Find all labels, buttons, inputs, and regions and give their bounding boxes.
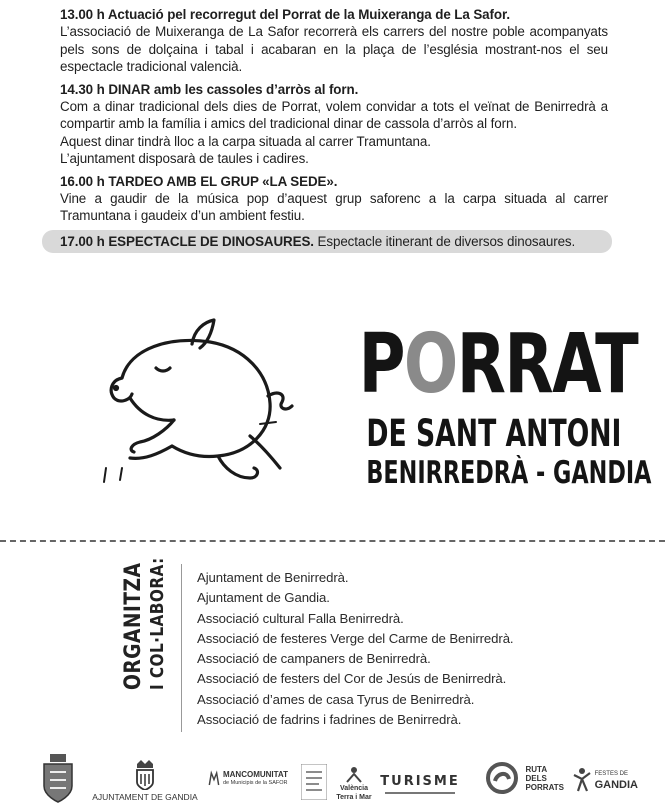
shield-icon (40, 754, 76, 804)
event-text: Vine a gaudir de la música pop d’aquest grup saforenc a la carpa situada al carrer Tramuntana i gaudeix d’un ambient festiu. (60, 191, 608, 224)
sponsor-logos (0, 746, 665, 806)
ruta-porrats-logo (470, 754, 564, 802)
event-dinosaures-highlight (42, 230, 612, 253)
event-description (60, 23, 608, 75)
m-mark-icon (208, 768, 220, 790)
brand-letters: RRAT (456, 317, 638, 412)
list-item: Ajuntament de Gandia. (197, 590, 330, 606)
event-text: L’associació de Muixeranga de La Safor recorrerà els carrers del nostre poble acompanyats pels sons de dolçaina i tabal i acabaran en la plaça de l’església mostrant-nos el seu espectacle tradicional valencià. (60, 24, 608, 75)
running-pig-illustration (100, 318, 305, 498)
terra-mar-text: Terra i Mar (336, 794, 372, 801)
mancomunitat-title: MANCOMUNITAT (222, 770, 288, 779)
event-muixeranga (60, 6, 608, 76)
section-divider (0, 540, 665, 542)
brand-accent-letter: O (403, 317, 457, 412)
event-title: 13.00 h Actuació pel recorregut del Porrat de la Muixeranga de La Safor. (60, 7, 510, 22)
event-title: 14.30 h DINAR amb les cassoles d’arròs al forn. (60, 81, 359, 97)
event-text: Com a dinar tradicional dels dies de Porrat, volem convidar a tots el veïnat de Benirredrà a compartir amb la família i amics del tradicional dinar de cassola d’arròs al forn. (60, 99, 608, 132)
event-description (60, 190, 608, 225)
figure-icon (344, 766, 364, 784)
turisme-underline (385, 792, 455, 794)
dancer-icon (572, 767, 592, 793)
gandia-logo-text: AJUNTAMENT DE GANDIA (92, 792, 198, 802)
organizers-label-line1: ORGANITZA (121, 562, 146, 690)
crown-shield-icon (134, 760, 156, 790)
event-title: 17.00 h ESPECTACLE DE DINOSAURES. (60, 233, 314, 249)
event-text: L’ajuntament disposarà de taules i cadires. (60, 151, 309, 167)
swirl-icon (485, 761, 519, 795)
organizers-label (122, 520, 182, 690)
brand-letter: P (358, 317, 404, 412)
list-item: Associació de festeres Verge del Carme de Benirredrà. (197, 630, 514, 646)
valencia-turisme-badge (298, 760, 330, 800)
mancomunitat-safor-logo (208, 766, 288, 792)
valencia-terra-mar-logo (334, 760, 374, 802)
organizers-rule (181, 564, 182, 732)
list-item: Associació d’ames de casa Tyrus de Benirredrà. (197, 691, 475, 707)
mancomunitat-subtitle: de Municipis de la SAFOR (222, 780, 288, 786)
turisme-logo (382, 768, 458, 794)
event-text: Espectacle itinerant de diversos dinosaures. (313, 233, 576, 249)
event-text: Aquest dinar tindrà lloc a la carpa situada al carrer Tramuntana. (60, 133, 431, 149)
badge-icon (301, 764, 327, 800)
festes-gandia-text: GANDIA (594, 778, 638, 791)
organizers-list (197, 568, 514, 730)
event-description (60, 98, 608, 168)
event-title: 16.00 h TARDEO AMB EL GRUP «LA SEDE». (60, 173, 338, 189)
event-program (60, 6, 608, 253)
benirredra-coat-of-arms-icon (36, 750, 80, 804)
list-item: Associació de festers del Cor de Jesús de Benirredrà. (197, 671, 507, 687)
list-item: Associació cultural Falla Benirredrà. (197, 610, 404, 626)
list-item: Associació de campaners de Benirredrà. (197, 651, 431, 667)
event-tardeo (60, 173, 608, 225)
event-brand (330, 317, 652, 491)
list-item: Associació de fadrins i fadrines de Benirredrà. (197, 712, 462, 728)
brand-title (358, 317, 638, 412)
festes-gandia-logo (568, 760, 638, 800)
list-item: Ajuntament de Benirredrà. (197, 570, 349, 585)
festes-text: FESTES DE (594, 770, 628, 777)
brand-place: BENIRREDRÀ - GANDIA (366, 455, 652, 491)
ruta-text: RUTA (525, 764, 548, 774)
turisme-text: TURISME (380, 774, 460, 789)
organizers-label-line2: I COL·LABORA: (147, 557, 168, 690)
valencia-text: València (339, 785, 369, 792)
dels-text: DELS (525, 773, 547, 783)
brand-subtitle: DE SANT ANTONI (366, 412, 622, 455)
event-dinar (60, 81, 608, 168)
ajuntament-gandia-logo (92, 750, 198, 802)
porrats-text: PORRATS (525, 782, 564, 792)
